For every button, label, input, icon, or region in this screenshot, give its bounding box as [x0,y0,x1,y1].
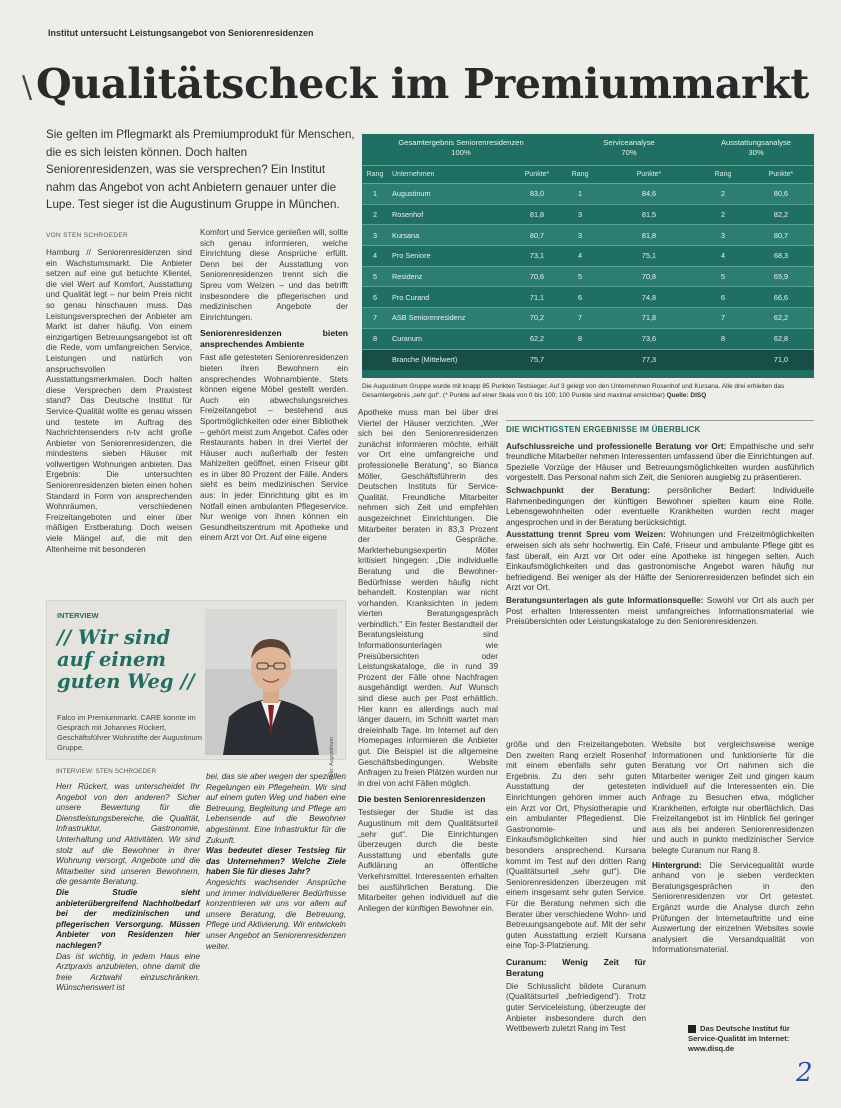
portrait-photo [205,609,337,780]
column-4-text-b: Die Schlusslicht bildete Curanum (Qualitätsurteil „befriedigend“). Trotz guter Serviceleistung, überzeugte der Anbieter insbesondere durch den Wettbewerb zuletzt Rang im Test [506,981,646,1034]
kicker: Institut untersucht Leistungsangebot von Seniorenresidenzen [48,28,314,38]
handwritten-page-number: 2 [796,1058,813,1088]
table-cell-rank: 8 [372,334,378,344]
table-cell-name: Curanum [392,334,423,344]
table-cell-ar: 2 [720,189,726,199]
interview-byline: INTERVIEW: STEN SCHROEDER [56,768,157,775]
table-caption [362,382,814,400]
table-cell-ar: 2 [720,210,726,220]
article-column-2 [200,228,348,588]
table-cell-name: Augustinum [392,189,431,199]
result-4 [506,596,814,628]
table-cell-rank: 3 [372,230,378,240]
table-cell-rank: 5 [372,272,378,282]
result-1-text: Empathische und sehr freundliche Mitarbeiter nehmen Interessenten umfassend über die Einrichtungen auf. Spezielle Vorzüge der Häuser und Betreuungsmöglichkeiten wurden ausführlich vorgestellt. Das Personal nahm sich Zeit, die Senioren ausgiebig zu präsentieren. [506,441,814,483]
result-3-head: Ausstattung trennt Spreu vom Weizen: [506,530,666,540]
margin-mark: \ [22,70,33,105]
result-4-head: Beratungsunterlagen als gute Informationsquelle: [506,595,704,605]
table-cell-sr: 4 [577,251,583,261]
result-3-text: Wohnungen und Freizeitmöglichkeiten erweisen sich als sehr hochwertig. Ein Café, Friseur und ambulante Pflege gibt es fast überall, ein Arzt vor Ort oder eine Apotheke ist hingegen selten. Auch Einkaufsmöglichkeiten und das gastronomische Angebot waren häufig nur befriedigend. Bei weniger als der Hälfte der Seniorenresidenzen befindet sich ein Arzt vor Ort. [506,530,815,593]
table-cell-sp: 81,5 [641,210,657,220]
column-4-text: größe und den Freizeitangeboten. Den zweiten Rang erzielt Rosenhof mit einem ebenfalls sehr guten Ergebnis. Zu den sehr guten Ausstattung der getesteten Einrichtungen gehören immer auch ein Arzt vor Ort, Physiotherapie und ein ambulanter Pflegedienst. Die Gastronomie- und Einkaufsmöglichkeiten sind hier besonders ansprechend. Kursana kommt im Test auf den dritten Rang (Qualitätsurteil „sehr gut“). Die Seniorenresidenzen überzeugen mit einem insgesamt sehr guten Service. Für die Beratung nehmen sich die Berater über verschiedene Wohn- und Betreuungsangebote auf. Mit der sehr guten Ausstattung erzielt Kursana eine Top-3-Platzierung. [506,740,646,951]
results-table [362,134,814,378]
column-5-subhead: Hintergrund: [652,860,702,870]
table-cell-name: Rosenhof [392,210,424,220]
header-ausstattung: Ausstattungsanalyse 30% [720,138,792,157]
column-2-text: Komfort und Service genießen will, sollte sich genau informieren, welche Einrichtung diese Ansprüche erfüllt. Denn bei der Ausstattung von Seniorenresidenzen trennt sich die Spreu vom Weizen – und das betrifft insbesondere die pflegerischen und medizinischen Angebote der Einrichtungen. [200,228,348,322]
key-results-box [506,420,814,630]
table-cell-sr: 3 [577,230,583,240]
table-cell-ap: 65,9 [773,272,789,282]
table-cell-ar: 7 [720,313,726,323]
table-cell-pct: 81,8 [529,210,545,220]
interview-title: // Wir sind auf einem guten Weg // [57,626,195,693]
table-row [362,205,814,226]
average-points: 75,7 [529,355,545,365]
subheader-rank: Rang [366,171,384,178]
byline: VON STEN SCHROEDER [46,232,128,239]
table-row [362,267,814,288]
table-body [362,184,814,350]
table-cell-name: Residenz [392,272,423,282]
interview-col2-text: bei, das sie aber wegen der speziellen Regelungen ein Pflegeheim. Wir sind auf einem guten Weg und haben eine Betreuung, Begleitung und Pflege am Lebensende auf die Bewohner abgestimmt. Eine Infrastruktur für die Zukunft. [206,772,346,845]
table-cell-sr: 1 [577,189,583,199]
table-row [362,246,814,267]
average-ausst-points: 71,0 [773,355,789,365]
subheader-service-rank: Rang [571,171,589,178]
table-cell-pct: 83,0 [529,189,545,199]
subheader-service-points: Punkte* [636,171,662,178]
table-header [362,134,814,166]
portrait-illustration [205,609,337,755]
footer-text: Das Deutsche Institut für Service-Qualität im Internet: www.disq.de [688,1024,790,1053]
result-1 [506,442,814,484]
table-cell-pct: 71,1 [529,292,545,302]
table-cell-sr: 7 [577,313,583,323]
column-2-subhead: Seniorenresidenzen bieten ansprechendes Ambiente [200,328,348,350]
interview-label: INTERVIEW [57,611,99,620]
table-cell-ap: 80,7 [773,230,789,240]
table-row-average [362,350,814,371]
column-3-subhead: Die besten Seniorenresidenzen [358,794,486,805]
table-cell-sr: 5 [577,272,583,282]
article-column-3 [358,408,498,1102]
table-cell-ar: 6 [720,292,726,302]
interview-column-1 [56,782,200,1102]
interview-intro: Falco im Premiummarkt. CARE konnte im Gespräch mit Johannes Rückert, Geschäftsführer Wohnstifte der Augustinum Gruppe. [57,713,202,752]
table-source: Quelle: DISQ [666,392,707,399]
table-cell-pct: 70,2 [529,313,545,323]
table-cell-pct: 62,2 [529,334,545,344]
table-row [362,225,814,246]
table-cell-sp: 84,6 [641,189,657,199]
table-cell-name: Pro Seniore [392,251,431,261]
table-note: Die Augustinum Gruppe wurde mit knapp 85 Punkten Testsieger. Auf 3 gelegt von den Unternehmen Rosenhof und Kursana. Alle drei erhielten das Gesamtergebnis „sehr gut“. (* Punkte auf einer Skala von 0 bis 100; 100 Punkte sind maximal erreichbar) [362,383,785,399]
header-total: Gesamtergebnis Seniorenresidenzen 100% [398,138,524,157]
interview-col2-text-b: Angesichts wachsender Ansprüche und immer individuellerer Bedürfnisse konzentrieren wir uns vor allem auf unsere Beratung, die Betreuung, Pflege und Aktivierung. Wir entwickeln unser Angebot an Seniorenresidenzen weiter. [206,877,346,951]
table-subheader [362,166,814,184]
table-cell-ar: 3 [720,230,726,240]
photo-credit: Foto: Augustinum [329,737,335,780]
table-row [362,329,814,350]
result-4-text: Sowohl vor Ort als auch per Post erhalten Interessenten meist umfangreiches Informationsmaterial wie Preisübersichten oder Leistungskataloge zu den Seniorenresidenzen. [506,595,814,627]
interview-col1-text-b: Das ist wichtig, in jedem Haus eine Arztpraxis anzubieten, ohne damit die freie Arztwahl einzuschränken. Wünschenswert ist [56,951,200,993]
table-cell-sp: 71,8 [641,313,657,323]
bullet-square-icon [688,1025,696,1033]
table-cell-rank: 6 [372,292,378,302]
table-cell-rank: 7 [372,313,378,323]
table-row [362,308,814,329]
column-5-text-b: Die Servicequalität wurde anhand von je sieben verdeckten Beratungsgesprächen in den Seniorenresidenzen vor Ort getestet. Ergänzt wurde die Analyse durch zehn Prüfungen der Internetauftritte und eine Auswertung der einzelnen Websites sowie analysiert die Versandqualität von Informationsmaterial. [652,860,814,955]
result-2 [506,486,814,528]
lead-paragraph: Sie gelten im Pflegmarkt als Premiumprodukt für Menschen, die es sich leisten können. Doch halten Seniorenresidenzen, was sie versprechen? Ein Institut nahm das Angebot von acht Anbietern genauer unter die Lupe. Test sieger ist die Augustinum Gruppe in München. [46,128,355,212]
result-3 [506,530,814,594]
footer-note [688,1024,814,1054]
average-service-points: 77,3 [641,355,657,365]
table-cell-rank: 2 [372,210,378,220]
subheader-company: Unternehmen [392,171,435,178]
column-3-text-b: Testsieger der Studie ist das Augustinum mit dem Qualitätsurteil „sehr gut“. Die Einrichtungen überzeugen durch die beste Ausstattung und ebenfalls gute Aufklärung an öffentliche Verkehrsmittel. Interessenten erhalten bei ausführlichen Beratung. Die Mitarbeiter gehen individuell auf die Anliegen der künftigen Bewohner ein. [358,808,498,913]
table-cell-name: ASB Seniorenresidenz [392,313,466,323]
table-cell-name: Pro Curand [392,292,430,302]
table-cell-rank: 4 [372,251,378,261]
result-2-text: persönlicher Bedarf: Individuelle Rahmenbedingungen der künftigen Bewohner spielten kaum eine Rolle. Lebensgewohnheiten oder eventuelle Krankheiten wurden recht mager angesprochen und in der Beratung berücksichtigt. [506,485,814,527]
subheader-points: Punkte* [524,171,550,178]
article-column-5 [652,740,814,1016]
table-cell-ap: 66,6 [773,292,789,302]
interview-column-2 [206,772,346,1102]
result-1-head: Aufschlussreiche und professionelle Beratung vor Ort: [506,441,727,451]
table-cell-sr: 6 [577,292,583,302]
table-cell-sp: 81,8 [641,230,657,240]
result-2-head: Schwachpunkt der Beratung: [506,485,650,495]
column-5-text: Website bot vergleichsweise wenige Informationen und funktionierte für die Beratung vor Ort nahmen sich die Mitarbeiter weniger Zeit und gingen kaum individuell auf die Interessenten ein. Die Anfrage zu Besuchen etwa, möglicher Krankheiten, erfolgte nur oberflächlich. Das Freizeitangebot ist im Hinblick fiel geringer aus als bei anderen Seniorenresidenzen und auch in punkto medizinischer Service belegte Curanum nur Rang 8. [652,740,814,855]
table-cell-sr: 3 [577,210,583,220]
interview-question-3: Was bedeutet dieser Testsieg für das Unternehmen? Welche Ziele haben Sie für dieses Jahr? [206,846,346,877]
key-results-title: DIE WICHTIGSTEN ERGEBNISSE IM ÜBERBLICK [506,420,814,436]
table-cell-ar: 4 [720,251,726,261]
table-cell-pct: 70,6 [529,272,545,282]
interview-question-2: Die Studie sieht anbieterübergreifend Nachholbedarf bei der medizinischen und pflegerischen Versorgung. Müssen Anbieter von Residenzen hier nachlegen? [56,887,200,950]
subheader-ausst-rank: Rang [714,171,732,178]
table-cell-name: Kursana [392,230,420,240]
table-cell-ap: 62,8 [773,334,789,344]
table-cell-sp: 70,8 [641,272,657,282]
table-cell-ap: 80,6 [773,189,789,199]
article-column-1 [46,248,192,588]
table-cell-sp: 75,1 [641,251,657,261]
column-2-text-b: Fast alle getesteten Seniorenresidenzen bieten ihren Bewohnern ein ansprechendes Wohnambiente. Stets können eigene Möbel gestellt werden. Auch ein abwechslungsreiches Freizeitangebot – bestehend aus Sportmöglichkeiten oder einer Bibliothek – gehört meist zum Angebot. Cafes oder Restaurants haben in drei Viertel der Häuser auch außerhalb der festen Mahlzeiten geöffnet, einen Friseur gibt es in über 80 Prozent der Fälle. Anders sieht es beim medizinischen Service aus: In jeder Einrichtung gibt es im Notfall einen ambulanten Pflegeservice. Nur wenige von ihnen können ein Gesundheitszentrum mit Apotheke und einem Arzt vor Ort. Auf eine eigene [200,353,348,543]
table-cell-sp: 73,6 [641,334,657,344]
table-cell-pct: 80,7 [529,230,545,240]
table-cell-ap: 68,3 [773,251,789,261]
average-label: Branche (Mittelwert) [392,355,458,365]
interview-col1-text: Herr Rückert, was unterscheidet Ihr Angebot von den anderen? Sicher unsere Bewertung für die Dienstleistungsbereiche, die Qualität, Infrastruktur, Gastronomie, Unterhaltung und Aktivitäten. Wir sind stolz auf die Bewohner in ihrer Wohnung versorgt, Angebote und die Mitarbeiter sind unseren Bewohnern, die gesamte Beratung. [56,782,200,887]
header-service: Serviceanalyse 70% [603,138,655,157]
column-1-text: Hamburg // Seniorenresidenzen sind ein Wachstumsmarkt. Die Anbieter setzen auf eine gut betuchte Klientel, die viel Wert auf Komfort, Ausstattung und Qualität legt – nur beim Preis nicht so genau hinschauen muss. Das Leistungsversprechen der Anbieter am Markt ist daher häufig. Von einem einzigartigen Betreuungsangebot ist oft die Rede, vom umfangreichen Service, Leistungen und natürlich von anspruchsvollen Ausstattungsmerkmalen. Doch halten diese Versprechen dem Praxistest stand? Das Deutsche Institut für Service-Qualität wollte es genau wissen und testete im Auftrag des Nachrichtensenders n-tv acht große Anbieter von Seniorenresidenzen, die mindestens sieben Häuser mit vollwertigen Wohnungen anbieten. Das Ergebnis: Die untersuchten Seniorenresidenzen bieten einen hohen Standard in Form von ansprechenden Wohnräumen, verschiedenen Freizeitangeboten und einer über mäßigen Erstberatung. Doch weisen viele Mängel auf, die mit den Altenheime mit besonderen [46,248,192,554]
table-row [362,184,814,205]
table-cell-sp: 74,8 [641,292,657,302]
article-column-4 [506,740,646,1102]
table-cell-rank: 1 [372,189,378,199]
table-row [362,287,814,308]
table-cell-ap: 82,2 [773,210,789,220]
table-cell-ar: 5 [720,272,726,282]
column-3-text: Apotheke muss man bei über drei Viertel der Häuser verzichten. „Wer sich bei den Seniorenresidenzen zunächst informieren möchte, erhält vor Ort eine umfangreiche und professionelle Beratung“, so Bianca Möller, Geschäftsführerin des Deutschen Instituts für Service-Qualität. Freundliche Mitarbeiter nehmen sich Zeit und empfehlen ausgezeichnet Einrichtungen. Die Mitarbeiter beraten in 83,3 Prozent der Gespräche. Markterhebungsexpertin Möller kritisiert hingegen: „Die individuelle Beratung und die Bewohner-Bedürfnisse werden häufig nicht behandelt. Kostenplan war nicht vorhanden. Kranksichten in jedem vierten Beratungsgespräch verbindlich.“ Ein fester Bestandteil der Beratungsleistung sind Informationsunterlagen wie Preisübersichten oder Leistungskataloge, die in rund 39 Prozent der Fälle ohne Nachfragen ausgehändigt werden. Auf Wunsch sind diese auch per Post erhältlich. Hier kann es allerdings auch mal länger dauern, im Schnitt wartet man dreieinhalb Tage. Im Internet auf den Homepages informieren die Anbieter gut. Die Beispiel ist die allgemeine Geschäftsbedingungen. Website Anfragen zu freien Plätzen wurden nur in drei von acht Fällen möglich. [358,408,498,788]
headline: Qualitätscheck im Premiummarkt [36,60,810,108]
subheader-ausst-points: Punkte* [768,171,794,178]
column-4-subhead: Curanum: Wenig Zeit für Beratung [506,956,646,978]
table-cell-sr: 8 [577,334,583,344]
table-cell-ap: 62,2 [773,313,789,323]
table-cell-ar: 8 [720,334,726,344]
table-cell-pct: 73,1 [529,251,545,261]
